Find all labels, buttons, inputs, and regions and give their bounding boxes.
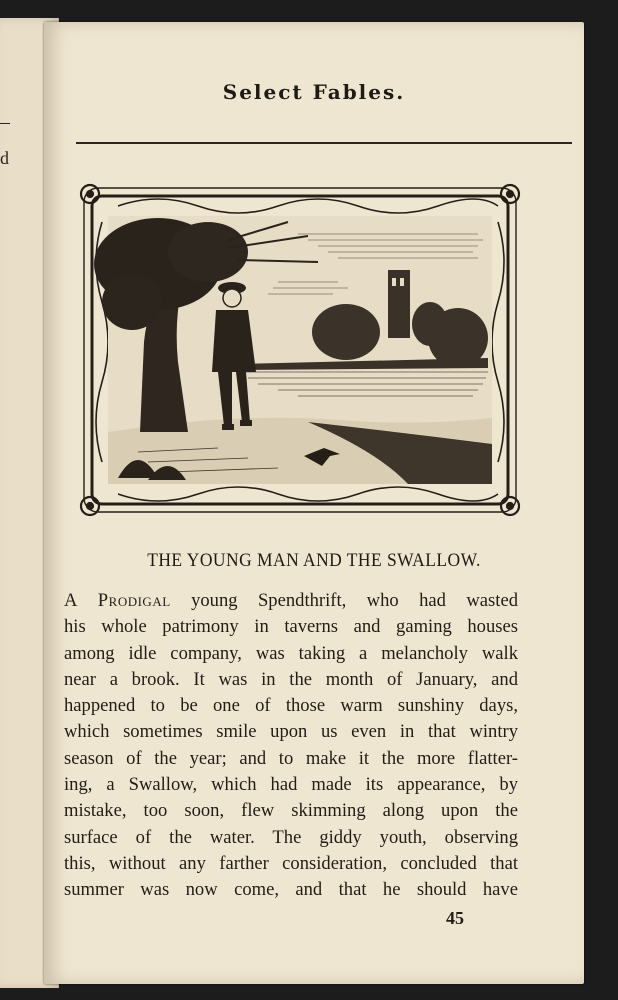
text-line: near a brook. It was in the month of January, and (64, 668, 518, 690)
text-line: his whole patrimony in taverns and gaming houses (64, 616, 518, 638)
text-line: summer was now come, and that he should have (64, 879, 518, 901)
text-line: mistake, too soon, flew skimming along upon the (64, 800, 518, 822)
page-number: 45 (446, 908, 464, 928)
woodcut-illustration (78, 182, 522, 518)
fable-title: THE YOUNG MAN AND THE SWALLOW. (147, 550, 481, 571)
text-line: this, without any farther consideration, concluded that (64, 852, 518, 874)
text-line: happened to be one of those warm sunshiny days, (64, 695, 518, 717)
running-head: Select Fables. (222, 80, 406, 104)
text-line: which sometimes smile upon us even in that wintry (64, 721, 518, 743)
previous-page-dash (0, 123, 10, 124)
text-line (64, 588, 518, 614)
text-line: surface of the water. The giddy youth, observing (64, 826, 518, 848)
church-tower (388, 270, 410, 338)
opening-rest: young Spendthrift, who had wasted (170, 590, 518, 611)
text-line: among idle company, was taking a melancholy walk (64, 642, 518, 664)
previous-page-letter: d (0, 148, 9, 168)
fable-text (64, 588, 518, 904)
text-line: ing, a Swallow, which had made its appearance, by (64, 774, 518, 796)
header-rule (76, 142, 572, 144)
text-line: season of the year; and to make it the more flatter- (64, 747, 518, 769)
book-page (44, 22, 584, 984)
opening-small-caps: A Prodigal (64, 590, 171, 611)
